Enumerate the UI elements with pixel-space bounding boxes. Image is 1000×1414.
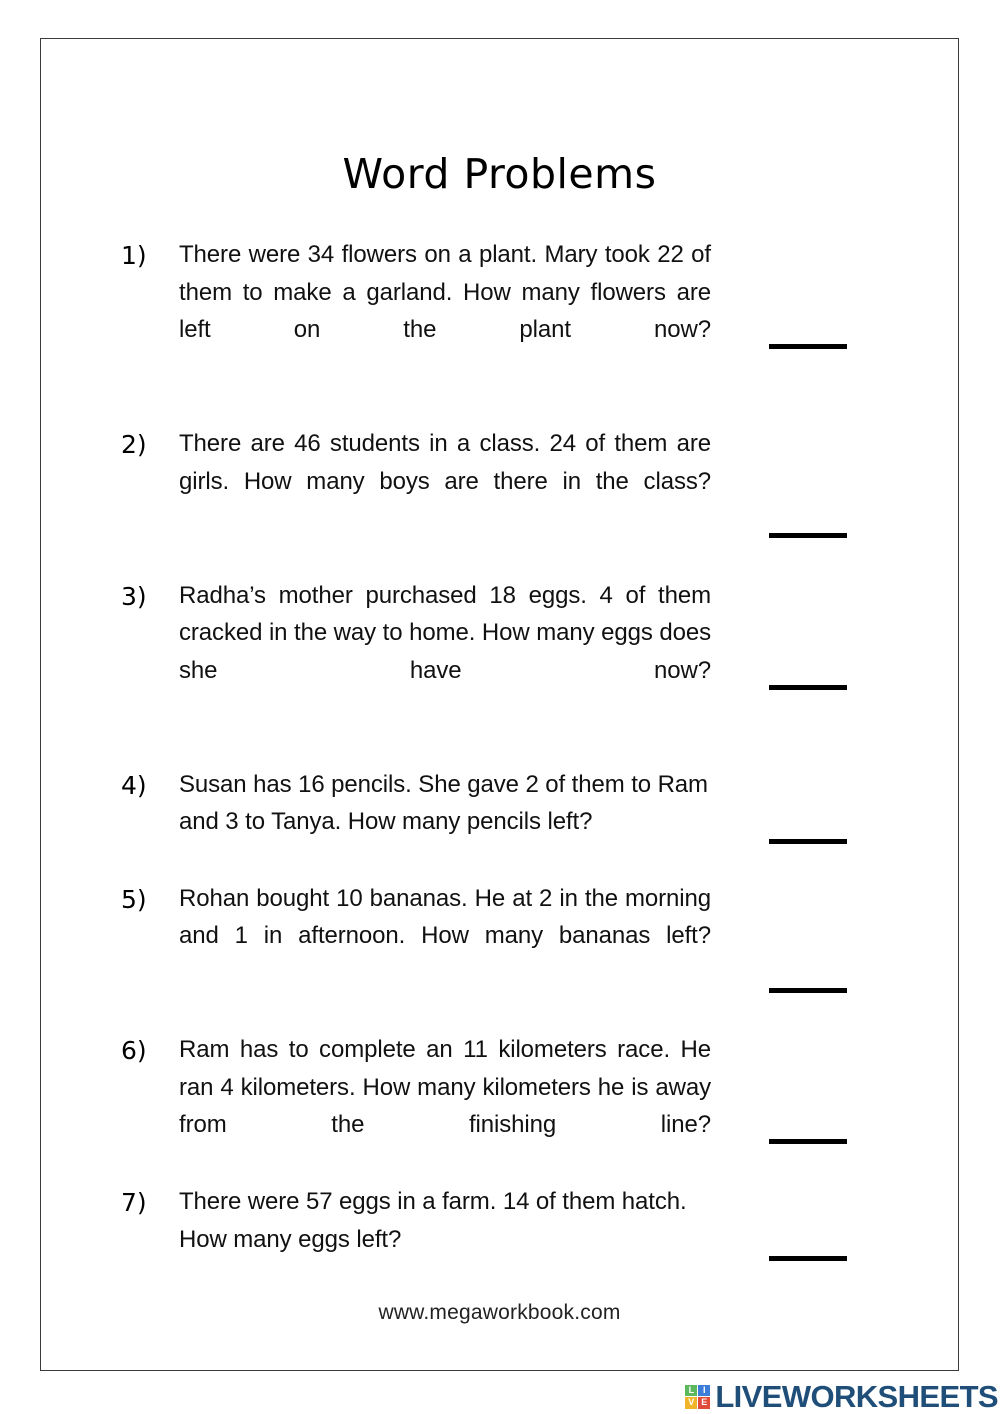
worksheet-page [40, 38, 959, 1371]
page-title: Word Problems [342, 150, 657, 198]
question-text: Rohan bought 10 bananas. He at 2 in the morning and 1 in afternoon. How many bananas left? [179, 884, 711, 949]
question-text: Radha’s mother purchased 18 eggs. 4 of them cracked in the way to home. How many eggs does she have now? [179, 581, 711, 684]
question-item-3 [121, 577, 896, 727]
question-text: Susan has 16 pencils. She gave 2 of them to Ram and 3 to Tanya. How many pencils left? [179, 770, 708, 835]
question-item-7 [121, 1183, 896, 1258]
question-item-1 [121, 236, 896, 386]
question-number: 1) [121, 241, 147, 270]
question-item-4 [121, 766, 896, 841]
answer-blank-3[interactable] [769, 685, 847, 690]
question-number: 3) [121, 581, 147, 611]
question-number: 5) [121, 884, 147, 914]
question-text: There are 46 students in a class. 24 of them are girls. How many boys are there in the class? [179, 430, 711, 495]
question-number: 2) [121, 430, 147, 459]
question-list [121, 236, 896, 1258]
question-number: 6) [121, 1036, 147, 1065]
logo-cell-l: L [685, 1385, 697, 1397]
question-text: There were 34 flowers on a plant. Mary took 22 of them to make a garland. How many flowers are left on the plant now? [179, 241, 711, 343]
logo-cell-e: E [698, 1397, 710, 1409]
question-item-6 [121, 1031, 896, 1181]
question-text: There were 57 eggs in a farm. 14 of them hatch. How many eggs left? [179, 1188, 687, 1253]
footer-url: www.megaworkbook.com [378, 1301, 621, 1324]
answer-blank-5[interactable] [769, 988, 847, 993]
question-text: Ram has to complete an 11 kilometers race. He ran 4 kilometers. How many kilometers he is away from the finishing line? [179, 1036, 711, 1138]
logo-cell-v: V [685, 1397, 697, 1409]
question-item-5 [121, 880, 896, 993]
answer-blank-4[interactable] [769, 839, 847, 844]
answer-blank-7[interactable] [769, 1256, 847, 1261]
answer-blank-2[interactable] [769, 533, 847, 538]
question-item-2 [121, 425, 896, 538]
liveworksheets-wordmark: LIVEWORKSHEETS [715, 1379, 998, 1414]
answer-blank-6[interactable] [769, 1139, 847, 1144]
question-number: 4) [121, 770, 147, 800]
question-number: 7) [121, 1188, 147, 1217]
liveworksheets-brand[interactable] [684, 1381, 998, 1412]
liveworksheets-logo-icon [684, 1384, 711, 1410]
answer-blank-1[interactable] [769, 344, 847, 349]
logo-cell-i: I [698, 1385, 710, 1397]
